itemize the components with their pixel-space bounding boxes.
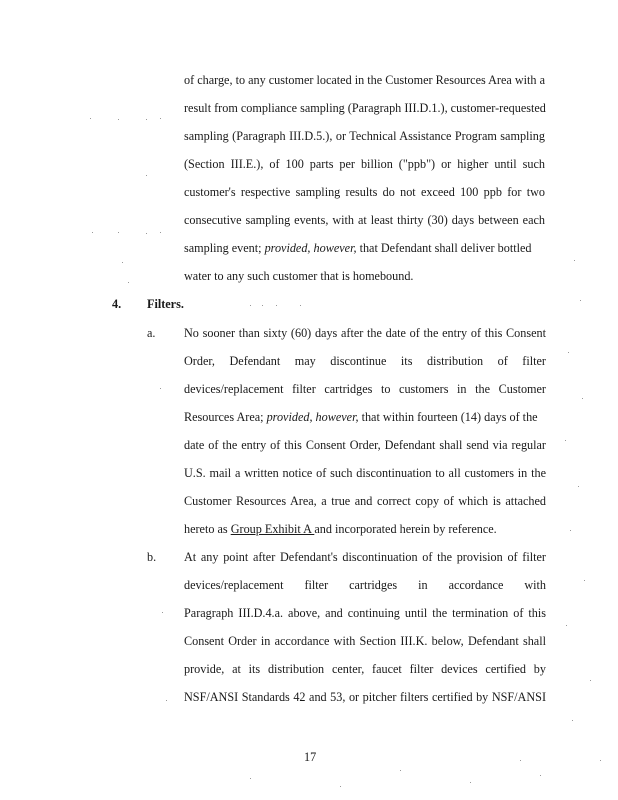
- item-b-label: b.: [147, 550, 157, 564]
- item-b-line-6: NSF/ANSI Standards 42 and 53, or pitcher filters certified by NSF/ANSI: [184, 690, 546, 704]
- item-b-line-4: Consent Order in accordance with Section III.K. below, Defendant shall: [184, 634, 546, 648]
- item-a-line-6: U.S. mail a written notice of such discontinuation to all customers in the: [184, 466, 546, 480]
- item-a-line-2: Order, Defendant may discontinue its distribution of filter: [184, 354, 546, 368]
- continuation-line-4: (Section III.E.), of 100 parts per billion ("ppb") or higher until such: [184, 157, 545, 171]
- group-exhibit-a-reference: Group Exhibit A: [230, 522, 315, 536]
- item-a-line-7: Customer Resources Area, a true and correct copy of which is attached: [184, 494, 546, 508]
- continuation-line-7: [184, 241, 532, 255]
- proviso-italic: provided, however,: [264, 241, 360, 255]
- item-a-line-4-end: that within fourteen (14) days of the: [361, 410, 538, 424]
- continuation-line-8: water to any such customer that is homebound.: [184, 269, 414, 283]
- continuation-line-7-end: that Defendant shall deliver bottled: [359, 241, 532, 255]
- item-a-line-1: No sooner than sixty (60) days after the date of the entry of this Consent: [184, 326, 546, 340]
- section-number: 4.: [112, 297, 122, 311]
- item-a-proviso-italic: provided, however,: [266, 410, 362, 424]
- item-b-line-5: provide, at its distribution center, faucet filter devices certified by: [184, 662, 546, 676]
- item-a-line-8-end: and incorporated herein by reference.: [314, 522, 497, 536]
- item-a-line-8: [184, 522, 497, 536]
- item-a-line-3: devices/replacement filter cartridges to customers in the Customer: [184, 382, 546, 396]
- continuation-line-3: sampling (Paragraph III.D.5.), or Technical Assistance Program sampling: [184, 129, 545, 143]
- continuation-line-5: customer's respective sampling results do not exceed 100 ppb for two: [184, 185, 545, 199]
- item-b-line-1: At any point after Defendant's discontinuation of the provision of filter: [184, 550, 546, 564]
- item-a-line-5: date of the entry of this Consent Order, Defendant shall send via regular: [184, 438, 546, 452]
- continuation-line-2: result from compliance sampling (Paragraph III.D.1.), customer-requested: [184, 101, 546, 115]
- item-b-line-3: Paragraph III.D.4.a. above, and continuing until the termination of this: [184, 606, 546, 620]
- continuation-line-7-start: sampling event;: [184, 241, 265, 255]
- continuation-line-1: of charge, to any customer located in the Customer Resources Area with a: [184, 73, 545, 87]
- item-b-line-2: devices/replacement filter cartridges in accordance with: [184, 578, 546, 592]
- page-number: 17: [304, 750, 317, 764]
- item-a-line-4: [184, 410, 538, 424]
- item-a-label: a.: [147, 326, 156, 340]
- item-a-line-8-start: hereto as: [184, 522, 231, 536]
- continuation-line-6: consecutive sampling events, with at least thirty (30) days between each: [184, 213, 545, 227]
- section-title: Filters.: [147, 297, 184, 311]
- item-a-line-4-start: Resources Area;: [184, 410, 267, 424]
